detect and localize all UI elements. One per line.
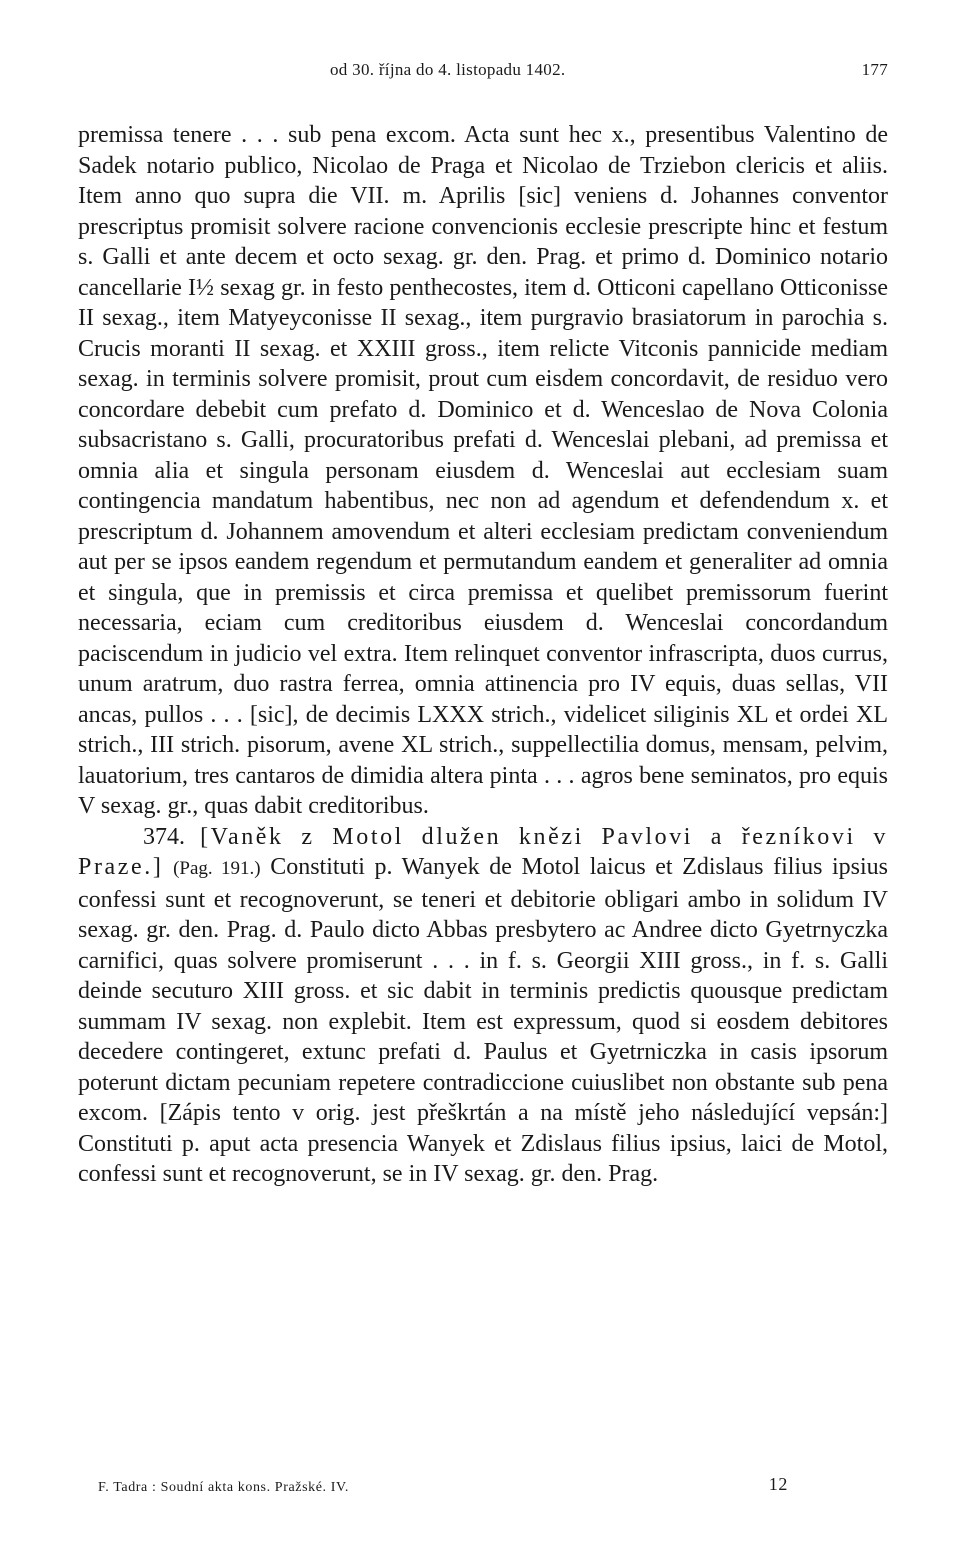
entry-374 [78,822,888,1190]
signature-mark: 12 [768,1474,788,1494]
running-title: od 30. října do 4. listopadu 1402. [330,60,566,79]
page-footer [98,1474,788,1504]
paragraph-continuation: premissa tenere . . . sub pena excom. Acta sunt hec x., presentibus Valentino de Sadek notario publico, Nicolao de Praga et Nicolao de Trziebon clericis et aliis. Item anno quo supra die VII. m. Aprilis [sic] veniens d. Johannes conventor prescriptus promisit solvere racione convencionis ecclesie prescripte hinc et festum s. Galli et ante decem et octo sexag. gr. den. Prag. et primo d. Dominico notario cancellarie I½ sexag gr. in festo penthecostes, item d. Otticoni capellano Otticonisse II sexag., item Matyeyconisse II sexag., item purgravio brasiatorum in parochia s. Crucis moranti II sexag. et XXIII gross., item relicte Vitconis pannicide mediam sexag. in terminis solvere promisit, prout cum eisdem concordavit, de residuo vero concordare debebit cum prefato d. Dominico et d. Wenceslao de Nova Colonia subsacristano s. Galli, procuratoribus prefati d. Wenceslai plebani, ad premissa et omnia alia et singula personam eiusdem d. Wenceslai aut ecclesiam suam contingencia mandatum habentibus, nec non ad agendum et defendendum x. et prescriptum d. Johannem amovendum et alteri ecclesiam predictam conveniendum aut per se ipsos eandem regendum et permutandum eandem et generaliter ad omnia et singula, que in premissis et circa premissa et quelibet premissorum fuerint necessaria, eciam cum creditoribus eiusdem d. Wenceslai concordandum paciscendum in judicio vel extra. Item relinquet conventor infrascripta, duos currus, unum aratrum, duo rastra ferrea, omnia attinencia pro IV equis, duas sellas, VII ancas, pullos . . . [sic], de decimis LXXX strich., videlicet siliginis XL et ordei XL strich., III strich. pisorum, avene XL strich., suppellectilia domus, mensam, pelvim, lauatorium, tres cantaros de dimidia altera pinta . . . agros bene seminatos, pro equis V sexag. gr., quas dabit creditoribus. [78,122,888,819]
entry-text: Constituti p. Wanyek de Motol laicus et Zdislaus filius ipsius confessi sunt et recognoverunt, se teneri et debitorie obligari ambo in solidum IV sexag. gr. den. Prag. d. Paulo dicto Abbas presbytero ac Andree dicto Gyetrnyczka carnifici, quas solvere promiserunt . . . in f. s. Georgii XIII gross., in f. s. Galli deinde secuturo XIII gross. et sic dabit in terminis predictis quousque predictam summam IV sexag. non explebit. Item est expressum, quod si eosdem debitores decedere contingeret, extunc prefati d. Paulus et Gyetrniczka in casis ipsorum poterunt dictam pecuniam repetere contradiccione cuiuslibet non obstante sub pena excom. [Zápis tento v orig. jest přeškrtán a na místě jeho následující vepsán:] Constituti p. aput acta presencia Wanyek et Zdislaus filius ipsius, laici de Motol, confessi sunt et recognoverunt, se in IV sexag. gr. den. Prag. [78,854,889,1187]
entry-page-ref: (Pag. 191.) [173,858,261,879]
entry-number: 374. [143,823,185,850]
page-header [78,60,888,90]
main-text [78,120,888,1190]
entry-heading: [Vaněk z Motol dlužen knězi Pavlovi a řezníkovi v Praze.] [78,823,889,880]
page-number: 177 [861,60,888,79]
footer-source: F. Tadra : Soudní akta kons. Pražské. IV. [98,1480,350,1495]
